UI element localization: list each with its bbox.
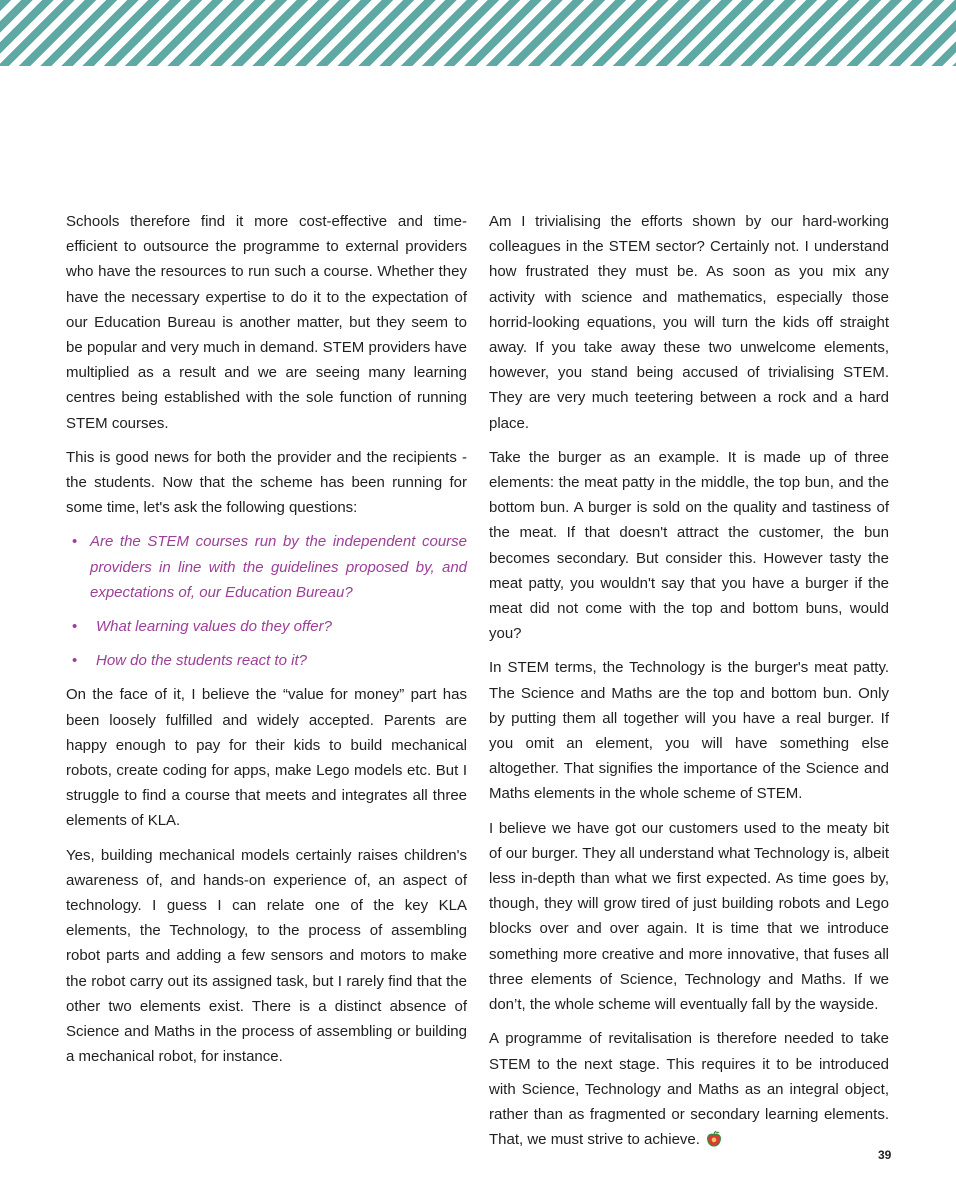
paragraph: In STEM terms, the Technology is the burger's meat patty. The Science and Maths are the top and bottom bun. Only by putting them all together will you have a real burger. If you omit an element, you will have something else altogether. That signifies the importance of the Science and Maths elements in the whole scheme of STEM.: [489, 659, 889, 803]
decorative-stripe-band: [0, 0, 956, 66]
bullet-glyph: •: [72, 618, 78, 636]
question-list: [66, 529, 467, 673]
list-item: [66, 614, 467, 639]
list-item-text: Are the STEM courses run by the independent course providers in line with the guidelines proposed by, and expectations of, our Education Bureau?: [90, 533, 467, 601]
page-number: 39: [878, 1148, 892, 1162]
bullet-glyph: •: [72, 533, 78, 551]
list-item-text: How do the students react to it?: [96, 652, 307, 670]
paragraph: I believe we have got our customers used to the meaty bit of our burger. They all understand what Technology is, albeit less in-depth than what we first expected. As time goes by, though, they will grow tired of just building robots and Lego blocks over and over again. It is time that we introduce something more creative and more innovative, that fuses all three elements of Science, Technology and Maths. If we don’t, the whole scheme will eventually fall by the wayside.: [489, 819, 889, 1014]
list-item-text: What learning values do they offer?: [96, 618, 332, 636]
final-paragraph: [489, 1026, 889, 1152]
right-column: [489, 209, 892, 1162]
paragraph: Take the burger as an example. It is made up of three elements: the meat patty in the middle, the top bun, and the bottom bun. A burger is sold on the quality and tastiness of the meat. If that doesn't attract the customer, the bun becomes secondary. But consider this. However tasty the meat patty, you wouldn't say that you have a burger if the meat did not come with the top and bottom buns, would you?: [489, 448, 889, 643]
apple-emblem-icon: [705, 1130, 723, 1148]
paragraph: Yes, building mechanical models certainly raises children's awareness of, and hands-on experience of, an aspect of technology. I guess I can relate one of the key KLA elements, the Technology, to the process of assembling robot parts and adding a few sensors and motors to make the robot carry out its assigned task, but I rarely find that the other two elements exist. There is a distinct absence of Science and Maths in the process of assembling or building a mechanical robot, for instance.: [66, 846, 467, 1066]
list-item: [66, 648, 467, 673]
paragraph-text: A programme of revitalisation is therefore needed to take STEM to the next stage. This requires it to be introduced with Science, Technology and Maths as an integral object, rather than as fragmented or secondary learning elements. That, we must strive to achieve.: [489, 1030, 889, 1149]
bullet-glyph: •: [72, 652, 78, 670]
paragraph: On the face of it, I believe the “value for money” part has been loosely fulfilled and widely accepted. Parents are happy enough to pay for their kids to build mechanical robots, create coding for apps, make Lego models etc. But I struggle to find a course that meets and integrates all three elements of KLA.: [66, 686, 467, 830]
paragraph: Schools therefore find it more cost-effective and time-efficient to outsource the programme to external providers who have the resources to run such a course. Whether they have the necessary expertise to do it to the expectation of our Education Bureau is another matter, but they seem to be popular and very much in demand. STEM providers have multiplied as a result and we are seeing many learning centres being established with the sole function of running STEM courses.: [66, 213, 467, 432]
list-item: [66, 529, 467, 605]
left-column: [66, 209, 467, 1079]
paragraph: This is good news for both the provider and the recipients - the students. Now that the scheme has been running for some time, let's ask the following questions:: [66, 448, 467, 517]
paragraph: Am I trivialising the efforts shown by our hard-working colleagues in the STEM sector? Certainly not. I understand how frustrated they must be. As soon as you mix any activity with science and mathematics, especially those horrid-looking equations, you will turn the kids off straight away. If you take away these two unwelcome elements, however, you stand being accused of trivialising STEM. They are very much teetering between a rock and a hard place.: [489, 213, 889, 432]
